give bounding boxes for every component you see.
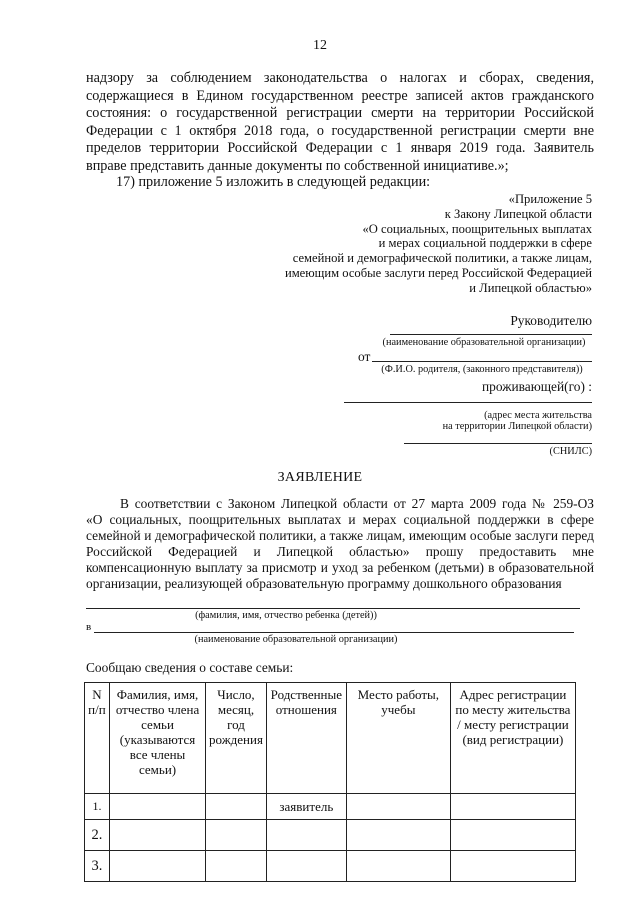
cell-registration-address[interactable] <box>450 794 575 820</box>
address-line[interactable] <box>344 402 592 403</box>
header-full-name: Фамилия, имя, отчество члена семьи (указываются все члены семьи) <box>109 683 205 794</box>
appendix-line: и мерах социальной поддержки в сфере <box>378 236 592 251</box>
appendix-line: семейной и демографической политики, а также лицам, <box>292 251 592 266</box>
appendix-line: имеющим особые заслуги перед Российской Федерацией <box>284 265 592 280</box>
table-row <box>85 820 576 851</box>
paragraph-line: состояния: о государственной регистрации смерти на территории Российской <box>86 105 594 122</box>
header-work-place: Место работы, учебы <box>346 683 450 794</box>
residing-label: проживающей(го) : <box>482 379 592 394</box>
header-birth-date: Число, месяц, год рождения <box>206 683 267 794</box>
edu-org-line[interactable] <box>94 632 574 633</box>
item-17: 17) приложение 5 изложить в следующей редакции: <box>116 174 431 190</box>
header-number: N п/п <box>85 683 110 794</box>
cell-full-name[interactable] <box>109 820 205 851</box>
org-caption: (наименование образовательной организации) <box>382 337 586 348</box>
statement-line: компенсационную выплату за присмотр и уход за ребенком (детьми) в образовательной <box>86 560 594 575</box>
statement-line: В соответствии с Законом Липецкой области от 27 марта 2009 года № 259-ОЗ <box>120 496 594 511</box>
paragraph-line: вправе представить данные документы по собственной инициативе.»; <box>86 157 509 174</box>
address-caption: (адрес места жительства <box>484 410 592 421</box>
family-table <box>84 682 576 882</box>
parent-name-line[interactable] <box>372 361 592 362</box>
snils-line[interactable] <box>404 443 592 444</box>
family-intro: Сообщаю сведения о составе семьи: <box>86 660 294 675</box>
paragraph-line: пределов территории Российской Федерации с 1 января 2019 года. Заявитель <box>86 140 594 157</box>
cell-relationship[interactable]: заявитель <box>266 794 346 820</box>
statement-line: семейной и демографической политики, а также лицам, имеющим особые заслуги перед <box>86 528 594 543</box>
appendix-line: к Закону Липецкой области <box>444 206 592 221</box>
addressee: Руководителю <box>510 313 592 328</box>
cell-work-place[interactable] <box>346 820 450 851</box>
statement-line: организации, реализующей образовательную программу дошкольного образования <box>86 576 562 591</box>
header-registration-address: Адрес регистрации по месту жительства / месту регистрации (вид регистрации) <box>450 683 575 794</box>
parent-caption: (Ф.И.О. родителя, (законного представителя)) <box>381 364 583 375</box>
statement-line: Российской Федерацией и Липецкой областью» прошу предоставить мне <box>86 544 594 559</box>
cell-birth-date[interactable] <box>206 851 267 882</box>
cell-full-name[interactable] <box>109 794 205 820</box>
cell-work-place[interactable] <box>346 851 450 882</box>
statement-line: «О социальных, поощрительных выплатах и мерах социальной поддержки в сфере <box>86 512 594 527</box>
page-number: 12 <box>313 38 327 53</box>
row-number: 2. <box>85 820 110 851</box>
child-caption: (фамилия, имя, отчество ребенка (детей)) <box>195 610 377 621</box>
address-caption: на территории Липецкой области) <box>442 421 592 432</box>
child-name-line[interactable] <box>86 608 580 609</box>
table-header-row <box>85 683 576 794</box>
cell-full-name[interactable] <box>109 851 205 882</box>
from-label: от <box>358 349 371 364</box>
cell-birth-date[interactable] <box>206 820 267 851</box>
row-number: 1. <box>85 794 110 820</box>
in-label: в <box>86 621 92 633</box>
document-title: ЗАЯВЛЕНИЕ <box>277 470 363 485</box>
paragraph <box>86 70 594 176</box>
paragraph-line: содержащиеся в Едином государственном реестре записей актов гражданского <box>86 87 594 104</box>
cell-registration-address[interactable] <box>450 820 575 851</box>
table-row <box>85 794 576 820</box>
appendix-line: «О социальных, поощрительных выплатах <box>362 221 592 236</box>
cell-registration-address[interactable] <box>450 851 575 882</box>
org-name-line[interactable] <box>390 334 592 335</box>
statement <box>86 496 594 592</box>
appendix-line: и Липецкой областью» <box>469 280 592 295</box>
paragraph-line: надзору за соблюдением законодательства о налогах и сборах, сведения, <box>86 70 594 86</box>
cell-work-place[interactable] <box>346 794 450 820</box>
appendix-header <box>232 192 592 296</box>
cell-relationship[interactable] <box>266 851 346 882</box>
table-row <box>85 851 576 882</box>
cell-relationship[interactable] <box>266 820 346 851</box>
edu-org-caption: (наименование образовательной организации) <box>194 634 398 645</box>
appendix-line: «Приложение 5 <box>508 192 592 206</box>
header-relationship: Родственные отношения <box>266 683 346 794</box>
snils-caption: (СНИЛС) <box>549 446 592 457</box>
row-number: 3. <box>85 851 110 882</box>
paragraph-line: Федерации с 1 октября 2018 года, о государственной регистрации смерти вне <box>86 122 594 139</box>
cell-birth-date[interactable] <box>206 794 267 820</box>
